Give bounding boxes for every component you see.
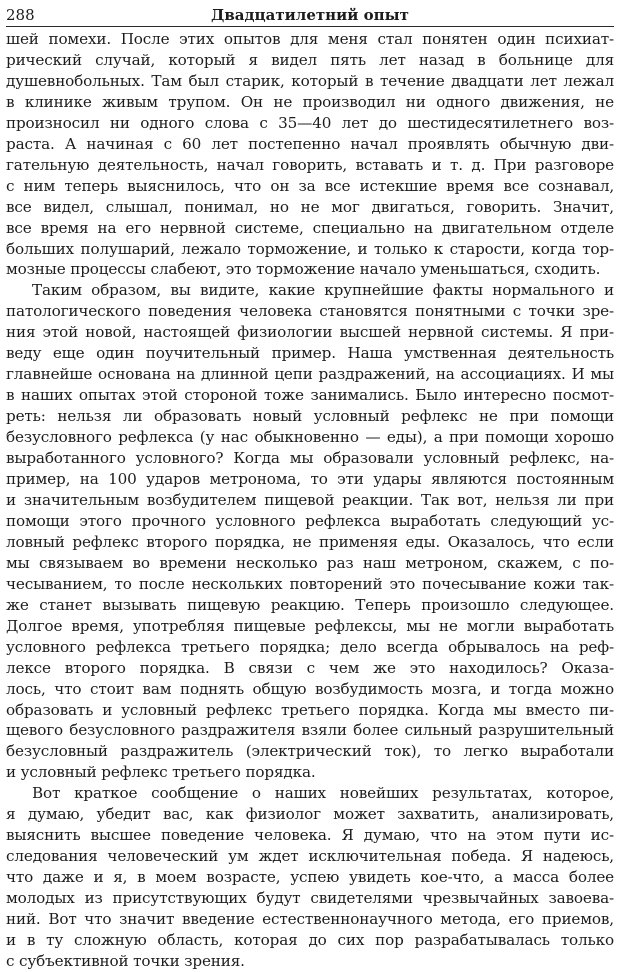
text-line: безусловный раздражитель (электрический ток), то легко выработали	[6, 742, 614, 761]
text-line: что даже и я, в моем возрасте, успею увидеть кое-что, а масса более	[6, 868, 614, 887]
text-line: и условный рефлекс третьего порядка.	[6, 763, 316, 782]
text-line: лексе второго порядка. В связи с чем же это находилось? Оказа-	[6, 658, 614, 677]
text-line: молодых из присутствующих будут свидетелями чрезвычайных завоева-	[6, 889, 614, 908]
paragraph	[6, 280, 614, 783]
running-title: Двадцатилетний опыт	[211, 6, 409, 24]
body-text	[6, 29, 614, 972]
page-header	[6, 6, 614, 26]
text-line: и значительным возбудителем пищевой реакции. Так вот, нельзя ли при	[6, 490, 614, 509]
text-line: все видел, слышал, понимал, но не мог двигаться, говорить. Значит,	[6, 197, 614, 216]
text-line: мозные процессы слабеют, это торможение начало уменьшаться, сходить.	[6, 260, 601, 279]
text-line: безусловного рефлекса (у нас обыкновенно — еды), а при помощи хорошо	[6, 428, 614, 447]
text-line: мы связываем во времени несколько раз наш метроном, скажем, с по-	[6, 553, 614, 572]
text-line: раста. А начиная с 60 лет постепенно начал проявлять обычную дви-	[6, 134, 614, 153]
text-line: произносил ни одного слова с 35—40 лет до шестидесятилетнего воз-	[6, 113, 614, 132]
text-line: пример, на 100 ударов метронома, то эти удары являются постоянным	[6, 470, 614, 489]
text-line: гательную деятельность, начал говорить, вставать и т. д. При разговоре	[6, 155, 614, 174]
text-line: я думаю, убедит вас, как физиолог может захватить, анализировать,	[6, 805, 614, 824]
text-line: выяснить высшее поведение человека. Я думаю, что на этом пути ис-	[6, 826, 614, 845]
text-line: ния этой новой, настоящей физиологии высшей нервной системы. Я при-	[6, 323, 614, 342]
text-line: Долгое время, употребляя пищевые рефлексы, мы не могли выработать	[6, 616, 614, 635]
text-line: больших полушарий, лежало торможение, и только к старости, когда тор-	[6, 239, 614, 258]
text-line: патологического поведения человека становятся понятными с точки зре-	[6, 302, 614, 321]
paragraph	[6, 29, 614, 280]
text-line: и в ту сложную область, которая до сих пор разрабатывалась только	[6, 930, 614, 949]
text-line: главнейше основана на длинной цепи раздражений, на ассоциациях. И мы	[6, 365, 614, 384]
text-line: Таким образом, вы видите, какие крупнейшие факты нормального и	[32, 281, 614, 300]
text-line: Вот краткое сообщение о наших новейших результатах, которое,	[32, 784, 614, 803]
text-line: в клинике живым трупом. Он не производил ни одного движения, не	[6, 92, 614, 111]
text-line: помощи этого прочного условного рефлекса выработать следующий ус-	[6, 511, 614, 530]
page-number: 288	[6, 6, 35, 24]
header-rule	[6, 26, 614, 27]
text-line: выработанного условного? Когда мы образовали условный рефлекс, на-	[6, 449, 614, 468]
text-line: следования человеческий ум ждет исключительная победа. Я надеюсь,	[6, 847, 614, 866]
text-line: реть: нельзя ли образовать новый условный рефлекс не при помощи	[6, 407, 614, 426]
text-line: ний. Вот что значит введение естественнонаучного метода, его приемов,	[6, 910, 614, 929]
text-line: душевнобольных. Там был старик, который в течение двадцати лет лежал	[6, 71, 614, 90]
text-line: все время на его нервной системе, специально на двигательном отделе	[6, 218, 614, 237]
text-line: образовать и условный рефлекс третьего порядка. Когда мы вместо пи-	[6, 700, 614, 719]
text-line: ловный рефлекс второго порядка, не применяя еды. Оказалось, что если	[6, 532, 614, 551]
text-line: лось, что стоит вам поднять общую возбудимость мозга, и тогда можно	[6, 679, 614, 698]
text-line: шей помехи. После этих опытов для меня стал понятен один психиат-	[6, 30, 614, 48]
text-line: в наших опытах этой стороной тоже занимались. Было интересно посмот-	[6, 386, 614, 405]
paragraph	[6, 783, 614, 972]
text-line: чесыванием, то после нескольких повторений это почесывание кожи так-	[6, 574, 614, 593]
text-line: щевого безусловного раздражителя взяли более сильный разрушительный	[6, 721, 614, 740]
text-line: веду еще один поучительный пример. Наша умственная деятельность	[6, 344, 614, 363]
text-line: рический случай, который я видел пять лет назад в больнице для	[6, 50, 614, 69]
text-line: с субъективной точки зрения.	[6, 951, 245, 970]
text-line: же станет вызывать пищевую реакцию. Теперь произошло следующее.	[6, 595, 614, 614]
text-line: с ним теперь выяснилось, что он за все истекшие время все сознавал,	[6, 176, 614, 195]
text-line: условного рефлекса третьего порядка; дело всегда обрывалось на реф-	[6, 637, 614, 656]
